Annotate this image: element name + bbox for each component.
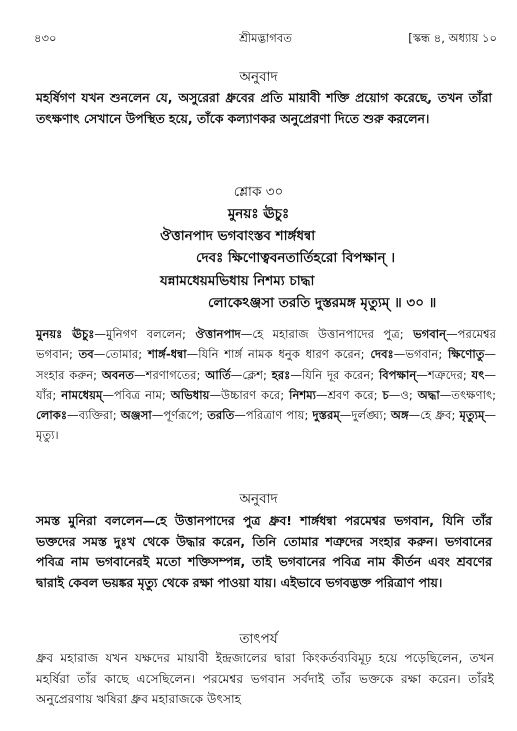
synonym-entry: মৃত্যুম্—মৃত্যু। [36,408,496,443]
synonym-term: ভগবান্ [413,327,447,341]
synonym-meaning: শ্রবণ করে; [327,387,378,402]
synonym-entry: মুনয়ঃ ঊচুঃ—মুনিগণ বললেন; [36,327,186,341]
synonym-entry: আর্তি—ক্লেশ; [205,367,267,382]
page-header [34,30,497,48]
synonym-entry: বিপক্ষান্—শত্রুদের; [378,367,467,382]
synonym-term: শার্ঙ্গ-ধন্বা [147,347,187,362]
verse-number: শ্লোক ৩০ [233,184,284,200]
verse-line: যন্নামধেয়মভিধায় নিশম্য চাদ্ধা [160,273,315,289]
synonym-term: দুস্তরম্ [312,408,340,423]
chapter-reference: [স্কন্ধ ৪, অধ্যায় ১০ [408,31,497,45]
synonym-meaning: পরিত্রাণ পায়; [245,408,309,423]
synonym-entry: তরতি—পরিত্রাণ পায়; [207,408,309,423]
synonym-entry: নিশম্য—শ্রবণ করে; [289,387,378,402]
synonym-term: অভিধায় [170,387,210,402]
synonym-entry: অদ্ধা—তৎক্ষণাৎ; [417,387,497,402]
synonym-term: অদ্ধা [417,387,440,402]
synonym-term: নামধেয়ম্ [61,387,103,402]
synonym-meaning: তোমার; [105,347,143,362]
synonym-term: তরতি [207,408,235,423]
synonym-term: যৎ [471,367,485,382]
synonym-meaning: মুনিগণ বললেন; [106,327,186,341]
verse-line: দেবঃ ক্ষিণোত্ববনতার্তিহরো বিপক্ষান্ । [196,250,396,266]
synonym-term: নিশম্য [289,387,317,402]
purport-text: ধ্রুব মহারাজ যখন যক্ষদের মায়াবী ইন্দ্রজালের দ্বারা কিংকর্তব্যবিমূঢ় হয়ে পড়েছিলেন, তখন মহর্ষিরা তাঁর কাছে এসেছিলেন। পরমেশ্বর ভগবান সর্বদাই তাঁর ভক্তকে রক্ষা করেন। তাঁরই অনুপ্রেরণায় ঋষিরা ধ্রুব মহারাজকে উৎসাহ [36,651,494,706]
synonym-entry: দুস্তরম্—দুর্লঙ্ঘ্য; [312,408,387,423]
translation-text: মহর্ষিগণ যখন শুনলেন যে, অসুরেরা ধ্রুবের প্রতি মায়াবী শক্তি প্রয়োগ করেছে, তখন তাঁরা তৎক্ষণাৎ সেখানে উপস্থিত হয়ে, তাঁকে কল্যাণকর অনুপ্রেরণা দিতে শুরু করলেন। [36,90,492,126]
synonym-meaning: যিনি শার্ঙ্গ নামক ধনুক ধারণ করেন; [198,347,365,362]
synonym-term: ঔত্তানপাদ [195,327,241,341]
synonym-meaning: শত্রুদের; [427,367,467,382]
word-for-word-synonyms [36,324,496,446]
page-number: ৪৩০ [34,31,57,45]
synonym-term: লোকঃ [36,408,67,423]
translation-heading: অনুবাদ [239,491,278,507]
synonym-term: অবনত [101,367,134,382]
synonym-meaning: ভগবান; [405,347,443,362]
synonym-term: বিপক্ষান্ [378,367,417,382]
synonym-term: আর্তি [205,367,231,382]
synonym-term: ক্ষিণোতু [447,347,485,362]
synonym-meaning: পূর্ণরূপে; [163,408,204,423]
synonym-term: চ [382,387,389,402]
verse-line: ঔত্তানপাদ ভগবাংস্তব শার্ঙ্গধন্বা [160,228,316,244]
synonym-meaning: হে মহারাজ উত্তানপাদের পুত্র; [252,327,404,341]
purport-heading: তাৎপর্য [239,631,278,647]
synonym-entry: ক্ষিণোতু—সংহার করুন; [36,347,496,382]
synonym-meaning: যাঁর; [36,387,57,402]
synonym-entry: তব—তোমার; [78,347,143,362]
translation-heading: অনুবাদ [239,69,278,85]
translation-text: সমস্ত মুনিরা বললেন—হে উত্তানপাদের পুত্র ধ্রুব! শার্ঙ্গধন্বা পরমেশ্বর ভগবান, যিনি তাঁর ভক্তদের সমস্ত দুঃখ থেকে উদ্ধার করেন, তিনি তোমার শত্রুদের সংহার করুন। ভগবানের পবিত্র নাম ভগবানেরই মতো শক্তিসম্পন্ন, তাই ভগবানের পবিত্র নাম কীর্তন এবং শ্রবণের দ্বারাই কেবল ভয়ঙ্কর মৃত্যু থেকে রক্ষা পাওয়া যায়। এইভাবে ভগবদ্ভক্ত পরিত্রাণ পায়। [36,513,492,590]
synonym-term: অঞ্জসা [120,408,152,423]
synonym-entry: ভগবান্—পরমেশ্বর ভগবান; [36,327,497,362]
synonym-entry: যৎ—যাঁর; [36,367,496,402]
synonym-meaning: মৃত্যু। [36,428,59,443]
synonym-entry: চ—ও; [382,387,413,402]
synonym-term: হরঃ [271,367,291,382]
synonym-meaning: পরমেশ্বর ভগবান; [36,327,497,362]
synonym-entry: অঙ্গ—হে ধ্রুব; [390,408,456,423]
synonym-meaning: সংহার করুন; [36,367,98,382]
synonym-term: মৃত্যুম্ [459,408,485,423]
synonym-entry: অঞ্জসা—পূর্ণরূপে; [120,408,204,423]
synonym-entry: লোকঃ—ব্যক্তিরা; [36,408,117,423]
synonym-meaning: ক্লেশ; [242,367,267,382]
synonym-entry: অবনত—শরণাগতের; [101,367,201,382]
synonym-entry: নামধেয়ম্—পবিত্র নাম; [61,387,166,402]
synonym-meaning: দুর্লঙ্ঘ্য; [351,408,387,423]
synonym-meaning: যিনি দূর করেন; [301,367,375,382]
synonym-entry: অভিধায়—উচ্চারণ করে; [170,387,285,402]
verse-line: লোকেঽঞ্জসা তরতি দুস্তরমঙ্গ মৃত্যুম্ ॥ ৩০ ॥ [208,295,437,311]
synonym-meaning: ব্যক্তিরা; [78,408,117,423]
synonym-meaning: উচ্চারণ করে; [221,387,285,402]
synonym-meaning: হে ধ্রুব; [420,408,456,423]
synonym-term: অঙ্গ [390,408,409,423]
verse-speaker: মুনয়ঃ ঊচুঃ [227,206,290,222]
synonym-meaning: পবিত্র নাম; [114,387,166,402]
synonym-entry: শার্ঙ্গ-ধন্বা—যিনি শার্ঙ্গ নামক ধনুক ধারণ করেন; [147,347,365,362]
synonym-term: তব [78,347,94,362]
synonym-meaning: তৎক্ষণাৎ; [451,387,497,402]
synonym-entry: হরঃ—যিনি দূর করেন; [271,367,375,382]
synonym-term: দেবঃ [370,347,394,362]
book-title: শ্রীমদ্ভাগবত [239,31,292,45]
synonym-entry: ঔত্তানপাদ—হে মহারাজ উত্তানপাদের পুত্র; [195,327,404,341]
synonym-meaning: ও; [400,387,413,402]
synonym-entry: দেবঃ—ভগবান; [370,347,443,362]
synonym-term: মুনয়ঃ ঊচুঃ [36,327,95,341]
synonym-meaning: শরণাগতের; [145,367,201,382]
